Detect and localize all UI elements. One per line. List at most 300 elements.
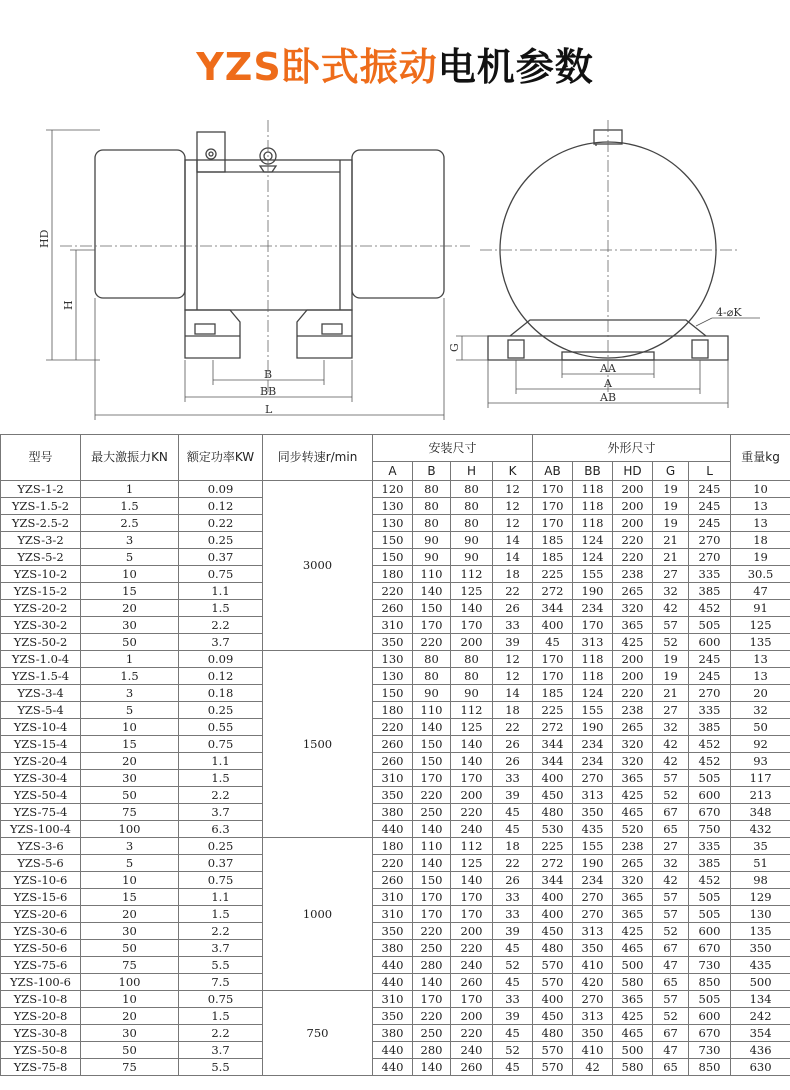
- table-row: [1, 549, 790, 566]
- cell-value: 26: [493, 736, 533, 753]
- cell-value: 19: [653, 515, 689, 532]
- cell-value: 313: [573, 1008, 613, 1025]
- cell-power: 3.7: [179, 804, 263, 821]
- cell-model: YZS-50-6: [1, 940, 81, 957]
- cell-value: 47: [731, 583, 790, 600]
- cell-value: 200: [451, 923, 493, 940]
- cell-value: 170: [533, 498, 573, 515]
- table-row: [1, 872, 790, 889]
- label-ab: AB: [600, 391, 617, 404]
- cell-value: 91: [731, 600, 790, 617]
- cell-value: 730: [689, 1042, 731, 1059]
- page-title: [0, 36, 790, 91]
- cell-model: YZS-10-4: [1, 719, 81, 736]
- cell-force: 20: [81, 753, 179, 770]
- header-weight: 重量kg: [731, 435, 790, 481]
- cell-value: 180: [373, 838, 413, 855]
- cell-value: 22: [493, 719, 533, 736]
- table-row: [1, 804, 790, 821]
- cell-value: 47: [653, 1042, 689, 1059]
- header-install: 安装尺寸: [373, 435, 533, 462]
- cell-power: 0.22: [179, 515, 263, 532]
- cell-value: 57: [653, 770, 689, 787]
- cell-model: YZS-30-6: [1, 923, 81, 940]
- table-row: [1, 974, 790, 991]
- cell-value: 118: [573, 515, 613, 532]
- motor-drawing: [0, 110, 790, 430]
- cell-value: 125: [451, 583, 493, 600]
- cell-force: 3: [81, 532, 179, 549]
- cell-value: 80: [451, 498, 493, 515]
- cell-value: 365: [613, 770, 653, 787]
- cell-value: 500: [731, 974, 790, 991]
- cell-value: 14: [493, 685, 533, 702]
- cell-value: 220: [451, 804, 493, 821]
- cell-value: 200: [613, 668, 653, 685]
- cell-value: 245: [689, 498, 731, 515]
- cell-value: 170: [413, 770, 451, 787]
- table-row: [1, 855, 790, 872]
- cell-value: 93: [731, 753, 790, 770]
- cell-value: 185: [533, 532, 573, 549]
- cell-value: 480: [533, 1025, 573, 1042]
- table-row: [1, 957, 790, 974]
- cell-value: 35: [731, 838, 790, 855]
- cell-value: 270: [573, 991, 613, 1008]
- cell-value: 435: [731, 957, 790, 974]
- cell-value: 67: [653, 1025, 689, 1042]
- cell-value: 33: [493, 617, 533, 634]
- cell-value: 22: [493, 855, 533, 872]
- cell-value: 52: [493, 1042, 533, 1059]
- cell-value: 80: [413, 498, 451, 515]
- cell-value: 45: [493, 974, 533, 991]
- cell-model: YZS-20-2: [1, 600, 81, 617]
- cell-value: 344: [533, 600, 573, 617]
- cell-value: 440: [373, 1042, 413, 1059]
- cell-value: 112: [451, 838, 493, 855]
- table-row: [1, 736, 790, 753]
- cell-value: 98: [731, 872, 790, 889]
- cell-value: 42: [653, 872, 689, 889]
- cell-value: 440: [373, 974, 413, 991]
- cell-value: 50: [731, 719, 790, 736]
- cell-value: 436: [731, 1042, 790, 1059]
- cell-value: 80: [451, 651, 493, 668]
- cell-force: 1.5: [81, 498, 179, 515]
- cell-model: YZS-1.0-4: [1, 651, 81, 668]
- cell-value: 27: [653, 702, 689, 719]
- cell-value: 155: [573, 838, 613, 855]
- cell-value: 220: [613, 685, 653, 702]
- cell-value: 480: [533, 804, 573, 821]
- cell-value: 26: [493, 872, 533, 889]
- cell-power: 0.75: [179, 991, 263, 1008]
- cell-value: 32: [731, 702, 790, 719]
- table-row: [1, 1059, 790, 1076]
- cell-value: 150: [413, 753, 451, 770]
- cell-value: 80: [413, 668, 451, 685]
- cell-force: 1: [81, 651, 179, 668]
- cell-value: 52: [653, 923, 689, 940]
- cell-value: 140: [413, 855, 451, 872]
- cell-value: 425: [613, 787, 653, 804]
- table-row: [1, 532, 790, 549]
- header-dim-a: A: [373, 462, 413, 481]
- cell-power: 1.1: [179, 583, 263, 600]
- cell-power: 0.25: [179, 838, 263, 855]
- cell-value: 270: [573, 906, 613, 923]
- cell-value: 280: [413, 957, 451, 974]
- cell-force: 10: [81, 991, 179, 1008]
- motor-end-cap-right: [352, 150, 444, 298]
- table-row: [1, 583, 790, 600]
- cell-value: 425: [613, 634, 653, 651]
- cell-model: YZS-75-4: [1, 804, 81, 821]
- cell-value: 240: [451, 957, 493, 974]
- cell-value: 80: [413, 481, 451, 498]
- cell-value: 51: [731, 855, 790, 872]
- cell-value: 112: [451, 566, 493, 583]
- cell-value: 170: [413, 617, 451, 634]
- table-row: [1, 1025, 790, 1042]
- cell-value: 465: [613, 940, 653, 957]
- cell-value: 190: [573, 719, 613, 736]
- cell-value: 42: [653, 753, 689, 770]
- cell-force: 75: [81, 1059, 179, 1076]
- cell-power: 0.75: [179, 872, 263, 889]
- cell-value: 354: [731, 1025, 790, 1042]
- cell-value: 155: [573, 566, 613, 583]
- cell-model: YZS-20-6: [1, 906, 81, 923]
- cell-power: 2.2: [179, 787, 263, 804]
- cell-power: 0.09: [179, 481, 263, 498]
- cell-value: 280: [413, 1042, 451, 1059]
- cell-value: 39: [493, 1008, 533, 1025]
- cell-value: 452: [689, 872, 731, 889]
- cell-power: 2.2: [179, 617, 263, 634]
- cell-value: 140: [413, 583, 451, 600]
- cell-value: 92: [731, 736, 790, 753]
- cell-value: 185: [533, 549, 573, 566]
- cell-value: 380: [373, 940, 413, 957]
- cell-value: 272: [533, 583, 573, 600]
- cell-value: 26: [493, 600, 533, 617]
- cell-force: 20: [81, 906, 179, 923]
- cell-value: 12: [493, 498, 533, 515]
- cell-value: 33: [493, 770, 533, 787]
- spec-table: [0, 434, 790, 1076]
- cell-value: 57: [653, 889, 689, 906]
- cell-value: 245: [689, 481, 731, 498]
- cell-value: 400: [533, 906, 573, 923]
- cell-value: 220: [413, 923, 451, 940]
- cell-value: 600: [689, 1008, 731, 1025]
- cell-value: 129: [731, 889, 790, 906]
- cell-power: 0.09: [179, 651, 263, 668]
- cell-value: 270: [689, 685, 731, 702]
- cell-value: 365: [613, 617, 653, 634]
- label-a: A: [604, 377, 612, 390]
- cell-value: 140: [413, 974, 451, 991]
- table-row: [1, 753, 790, 770]
- cell-power: 7.5: [179, 974, 263, 991]
- cell-force: 10: [81, 566, 179, 583]
- cell-value: 22: [493, 583, 533, 600]
- cell-value: 310: [373, 770, 413, 787]
- cell-value: 13: [731, 651, 790, 668]
- cell-value: 238: [613, 566, 653, 583]
- cell-force: 15: [81, 736, 179, 753]
- cell-model: YZS-15-6: [1, 889, 81, 906]
- table-row: [1, 719, 790, 736]
- cell-value: 150: [413, 600, 451, 617]
- cell-force: 15: [81, 889, 179, 906]
- cell-value: 185: [533, 685, 573, 702]
- cell-value: 850: [689, 1059, 731, 1076]
- cell-value: 400: [533, 889, 573, 906]
- cell-value: 600: [689, 634, 731, 651]
- cell-value: 310: [373, 889, 413, 906]
- cell-value: 234: [573, 872, 613, 889]
- cell-value: 365: [613, 889, 653, 906]
- cell-force: 20: [81, 1008, 179, 1025]
- cell-value: 90: [413, 685, 451, 702]
- cell-value: 505: [689, 889, 731, 906]
- cell-power: 5.5: [179, 1059, 263, 1076]
- cell-value: 13: [731, 515, 790, 532]
- cell-value: 42: [653, 736, 689, 753]
- cell-force: 50: [81, 634, 179, 651]
- label-b: B: [264, 368, 273, 381]
- cell-value: 452: [689, 600, 731, 617]
- table-row: [1, 481, 790, 498]
- cell-value: 118: [573, 668, 613, 685]
- cell-value: 335: [689, 838, 731, 855]
- cell-value: 225: [533, 838, 573, 855]
- cell-power: 0.18: [179, 685, 263, 702]
- cell-value: 125: [451, 719, 493, 736]
- cell-value: 580: [613, 1059, 653, 1076]
- cell-value: 33: [493, 906, 533, 923]
- cell-model: YZS-50-2: [1, 634, 81, 651]
- cell-model: YZS-1.5-2: [1, 498, 81, 515]
- cell-model: YZS-50-4: [1, 787, 81, 804]
- cell-value: 18: [493, 838, 533, 855]
- cell-value: 420: [573, 974, 613, 991]
- cell-value: 19: [653, 668, 689, 685]
- cell-force: 1.5: [81, 668, 179, 685]
- cell-value: 80: [413, 651, 451, 668]
- cell-value: 10: [731, 481, 790, 498]
- cell-value: 380: [373, 804, 413, 821]
- cell-model: YZS-3-4: [1, 685, 81, 702]
- cell-value: 450: [533, 923, 573, 940]
- cell-value: 580: [613, 974, 653, 991]
- cell-value: 110: [413, 566, 451, 583]
- cell-value: 220: [373, 855, 413, 872]
- cell-power: 0.12: [179, 498, 263, 515]
- cell-value: 260: [451, 974, 493, 991]
- cell-value: 630: [731, 1059, 790, 1076]
- cell-value: 310: [373, 991, 413, 1008]
- cell-model: YZS-5-2: [1, 549, 81, 566]
- cell-value: 180: [373, 566, 413, 583]
- label-k: 4-⌀K: [716, 306, 742, 319]
- cell-value: 90: [451, 685, 493, 702]
- cell-power: 2.2: [179, 1025, 263, 1042]
- cell-power: 3.7: [179, 940, 263, 957]
- cell-value: 118: [573, 481, 613, 498]
- cell-power: 0.25: [179, 702, 263, 719]
- cell-value: 33: [493, 889, 533, 906]
- cell-value: 350: [373, 1008, 413, 1025]
- cell-value: 570: [533, 957, 573, 974]
- cell-value: 12: [493, 668, 533, 685]
- cell-model: YZS-3-2: [1, 532, 81, 549]
- cell-value: 20: [731, 685, 790, 702]
- header-dim-hd: HD: [613, 462, 653, 481]
- cell-value: 27: [653, 838, 689, 855]
- cell-value: 245: [689, 668, 731, 685]
- cell-value: 348: [731, 804, 790, 821]
- cell-speed: 3000: [263, 481, 373, 651]
- cell-value: 320: [613, 872, 653, 889]
- cell-value: 200: [451, 634, 493, 651]
- cell-value: 18: [731, 532, 790, 549]
- cell-speed: 1000: [263, 838, 373, 991]
- cell-power: 3.7: [179, 634, 263, 651]
- cell-model: YZS-3-6: [1, 838, 81, 855]
- cell-value: 80: [451, 481, 493, 498]
- cell-value: 270: [689, 549, 731, 566]
- header-dim-g: G: [653, 462, 689, 481]
- cell-value: 270: [573, 889, 613, 906]
- cell-model: YZS-10-8: [1, 991, 81, 1008]
- table-row: [1, 702, 790, 719]
- cell-model: YZS-50-8: [1, 1042, 81, 1059]
- cell-value: 65: [653, 1059, 689, 1076]
- cell-value: 310: [373, 906, 413, 923]
- cell-value: 750: [689, 821, 731, 838]
- cell-value: 21: [653, 532, 689, 549]
- cell-value: 234: [573, 736, 613, 753]
- cell-value: 32: [653, 719, 689, 736]
- cell-value: 26: [493, 753, 533, 770]
- cell-value: 42: [653, 600, 689, 617]
- cell-value: 260: [451, 1059, 493, 1076]
- cell-value: 220: [451, 1025, 493, 1042]
- cell-value: 272: [533, 719, 573, 736]
- header-dim-l: L: [689, 462, 731, 481]
- table-row: [1, 600, 790, 617]
- cell-value: 320: [613, 600, 653, 617]
- cell-value: 67: [653, 940, 689, 957]
- cell-force: 3: [81, 838, 179, 855]
- cell-value: 350: [573, 940, 613, 957]
- label-h: H: [62, 300, 75, 310]
- cell-value: 90: [413, 549, 451, 566]
- cell-force: 15: [81, 583, 179, 600]
- cell-value: 170: [413, 906, 451, 923]
- cell-value: 30.5: [731, 566, 790, 583]
- cell-value: 410: [573, 1042, 613, 1059]
- cell-value: 440: [373, 821, 413, 838]
- cell-value: 190: [573, 855, 613, 872]
- cell-value: 385: [689, 855, 731, 872]
- cell-value: 140: [413, 1059, 451, 1076]
- cell-value: 200: [613, 481, 653, 498]
- cell-force: 50: [81, 1042, 179, 1059]
- cell-value: 220: [373, 583, 413, 600]
- cell-model: YZS-10-6: [1, 872, 81, 889]
- cell-power: 0.25: [179, 532, 263, 549]
- cell-force: 30: [81, 617, 179, 634]
- cell-value: 238: [613, 838, 653, 855]
- cell-value: 118: [573, 651, 613, 668]
- cell-value: 118: [573, 498, 613, 515]
- cell-value: 117: [731, 770, 790, 787]
- title-part2: 电机参数: [437, 45, 594, 89]
- table-row: [1, 821, 790, 838]
- cell-value: 250: [413, 1025, 451, 1042]
- cell-value: 250: [413, 804, 451, 821]
- cell-value: 465: [613, 804, 653, 821]
- cell-value: 170: [573, 617, 613, 634]
- cell-value: 52: [653, 634, 689, 651]
- cell-value: 250: [413, 940, 451, 957]
- cell-value: 19: [653, 481, 689, 498]
- cell-model: YZS-2.5-2: [1, 515, 81, 532]
- cell-value: 47: [653, 957, 689, 974]
- cell-power: 2.2: [179, 923, 263, 940]
- cell-value: 150: [373, 532, 413, 549]
- cell-power: 0.55: [179, 719, 263, 736]
- cell-force: 10: [81, 872, 179, 889]
- cell-force: 100: [81, 974, 179, 991]
- cell-value: 67: [653, 804, 689, 821]
- cell-power: 1.5: [179, 770, 263, 787]
- cell-value: 570: [533, 1042, 573, 1059]
- label-hd: HD: [38, 229, 51, 248]
- cell-model: YZS-30-2: [1, 617, 81, 634]
- cell-value: 335: [689, 702, 731, 719]
- header-dim-k: K: [493, 462, 533, 481]
- cell-value: 150: [373, 549, 413, 566]
- cell-model: YZS-100-4: [1, 821, 81, 838]
- cell-value: 242: [731, 1008, 790, 1025]
- cell-model: YZS-15-4: [1, 736, 81, 753]
- cell-value: 365: [613, 906, 653, 923]
- cell-value: 313: [573, 634, 613, 651]
- cell-value: 13: [731, 668, 790, 685]
- label-l: L: [265, 403, 273, 416]
- cell-model: YZS-20-4: [1, 753, 81, 770]
- header-speed: 同步转速r/min: [263, 435, 373, 481]
- cell-value: 57: [653, 906, 689, 923]
- cell-model: YZS-15-2: [1, 583, 81, 600]
- table-row: [1, 787, 790, 804]
- cell-value: 18: [493, 566, 533, 583]
- table-row: [1, 685, 790, 702]
- table-row: [1, 617, 790, 634]
- cell-value: 130: [373, 498, 413, 515]
- cell-value: 125: [451, 855, 493, 872]
- table-row: [1, 838, 790, 855]
- cell-value: 135: [731, 923, 790, 940]
- table-row: [1, 566, 790, 583]
- cell-model: YZS-5-4: [1, 702, 81, 719]
